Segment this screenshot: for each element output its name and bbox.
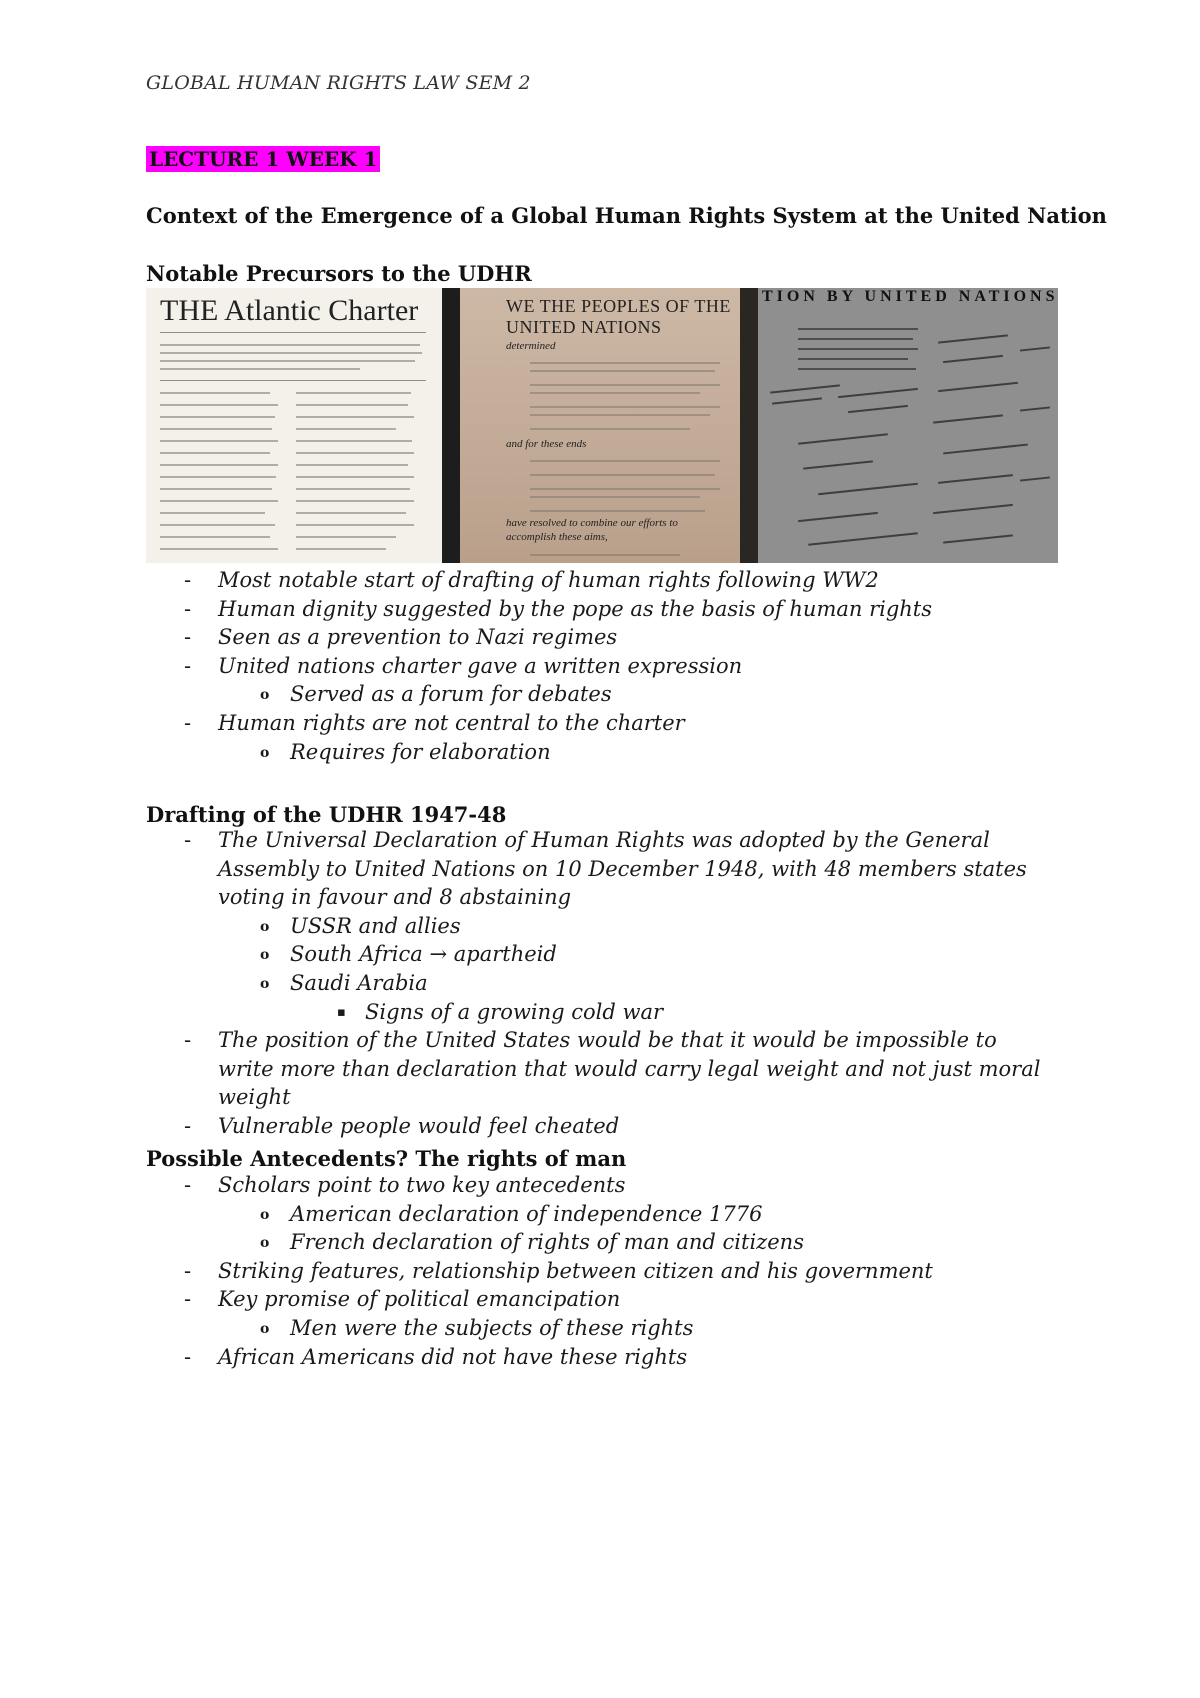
list-item: o Men were the subjects of these rights (260, 1315, 694, 1340)
list-item: - African Americans did not have these rights (184, 1344, 688, 1369)
list-item: o American declaration of independence 1776 (260, 1201, 763, 1226)
list-item: o USSR and allies (260, 913, 461, 938)
section-heading-drafting: Drafting of the UDHR 1947-48 (146, 802, 507, 827)
document-header: GLOBAL HUMAN RIGHTS LAW SEM 2 (146, 72, 531, 94)
lecture-label: LECTURE 1 WEEK 1 (146, 146, 380, 172)
list-item: - Striking features, relationship between citizen and his government (184, 1258, 933, 1283)
list-item: - The position of the United States would be that it would be impossible to write more than declaration that would carry legal weight and not just moral weight (184, 1028, 1041, 1110)
list-item: o South Africa → apartheid (260, 942, 557, 967)
section-heading-antecedents: Possible Antecedents? The rights of man (146, 1146, 627, 1171)
list-item: - Most notable start of drafting of human rights following WW2 (184, 568, 879, 592)
precursors-list (146, 566, 1066, 766)
list-item: - Vulnerable people would feel cheated (184, 1113, 620, 1138)
list-item: - The Universal Declaration of Human Rights was adopted by the General Assembly to United Nations on 10 December 1948, with 48 members states voting in favour and 8 abstaining (184, 828, 1027, 910)
list-item: - Seen as a prevention to Nazi regimes (184, 625, 618, 650)
declaration-by-united-nations-image (758, 288, 1058, 563)
list-item: ▪ Signs of a growing cold war (337, 999, 664, 1024)
historic-documents-images (146, 288, 1058, 563)
un-preamble-resolved: have resolved to combine our efforts to accomplish these aims, (506, 517, 678, 543)
list-item: - Scholars point to two key antecedents (184, 1173, 626, 1197)
atlantic-charter-title: THE Atlantic Charter (160, 294, 419, 327)
list-item: - Human dignity suggested by the pope as the basis of human rights (184, 596, 933, 621)
declaration-title: TION BY UNITED NATIONS (762, 288, 1058, 305)
un-preamble-ends: and for these ends (506, 438, 587, 450)
antecedents-list (146, 1171, 1066, 1371)
un-charter-preamble-image (460, 288, 740, 563)
atlantic-charter-image (146, 288, 442, 563)
list-item: - Human rights are not central to the charter (184, 710, 685, 735)
list-item: - Key promise of political emancipation (184, 1287, 621, 1312)
list-item: o Served as a forum for debates (260, 682, 612, 707)
un-preamble-determined: determined (506, 340, 556, 352)
list-item: o Requires for elaboration (260, 739, 551, 764)
drafting-list (146, 826, 1066, 1141)
un-preamble-title: WE THE PEOPLES OF THE UNITED NATIONS (506, 296, 731, 337)
context-heading: Context of the Emergence of a Global Human Rights System at the United Nation (146, 203, 1107, 228)
list-item: o Saudi Arabia (260, 970, 428, 995)
list-item: o French declaration of rights of man and citizens (260, 1230, 804, 1255)
section-heading-precursors: Notable Precursors to the UDHR (146, 261, 532, 286)
list-item: - United nations charter gave a written expression (184, 653, 743, 678)
